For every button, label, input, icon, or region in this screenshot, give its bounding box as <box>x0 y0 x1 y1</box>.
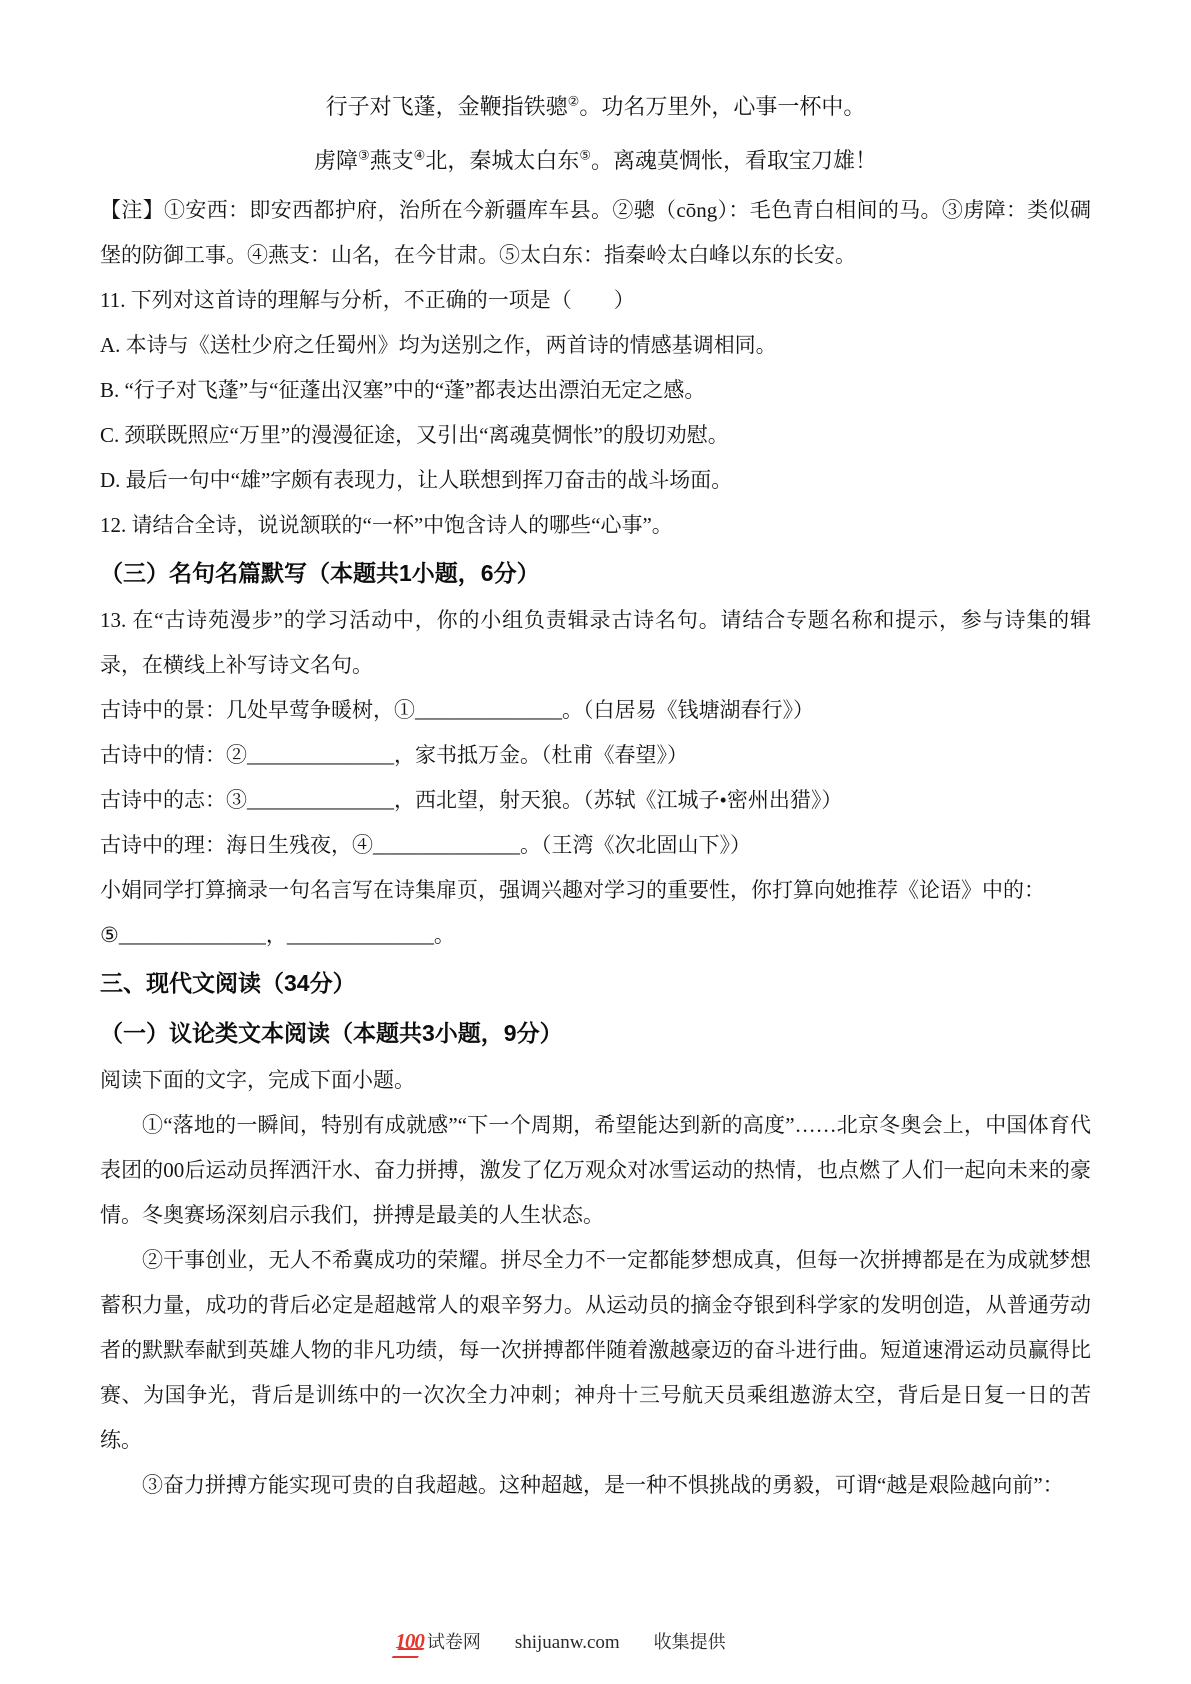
dictation-line-emotion: 古诗中的情：②______________，家书抵万金。（杜甫《春望》） <box>100 743 688 767</box>
poem-annotation: 【注】①安西：即安西都护府，治所在今新疆库车县。②骢（cōng）：毛色青白相间的马。③虏障：类似碉堡的防御工事。④燕支：山名，在今甘肃。⑤太白东：指秦岭太白峰以东的长安。 <box>100 198 1091 267</box>
dictation-line-scenery: 古诗中的景：几处早莺争暖树，①______________。（白居易《钱塘湖春行》） <box>100 698 814 722</box>
footer-site-name: 试卷网 <box>426 1632 481 1652</box>
poem-text: 北，秦城太白东 <box>425 148 580 173</box>
site-logo <box>395 1628 481 1658</box>
section-heading-modern-reading: 三、现代文阅读（34分） <box>100 970 356 996</box>
question-13-intro: 13. 在“古诗苑漫步”的学习活动中，你的小组负责辑录古诗名句。请结合专题名称和提示，参与诗集的辑录，在横线上补写诗文名句。 <box>100 608 1091 677</box>
passage-paragraph-3: ③奋力拼搏方能实现可贵的自我超越。这种超越，是一种不惧挑战的勇毅，可谓“越是艰险越向前”： <box>142 1473 1064 1497</box>
passage-paragraph-1: ①“落地的一瞬间，特别有成就感”“下一个周期，希望能达到新的高度”……北京冬奥会上，中国体育代表团的00后运动员挥洒汗水、奋力拼搏，激发了亿万观众对冰雪运动的热情，也点燃了人们一起向未来的豪情。冬奥赛场深刻启示我们，拼搏是最美的人生状态。 <box>100 1113 1091 1227</box>
poem-text: 。离魂莫惆怅，看取宝刀雄！ <box>591 148 878 173</box>
poem-line-1 <box>100 80 1091 134</box>
question-11-option-b: B. “行子对飞蓬”与“征蓬出汉塞”中的“蓬”都表达出漂泊无定之感。 <box>100 378 706 402</box>
poem-text: 行子对飞蓬，金鞭指铁骢 <box>325 94 568 119</box>
footer-note: 收集提供 <box>653 1632 726 1652</box>
passage-paragraph-2: ②干事创业，无人不希冀成功的荣耀。拼尽全力不一定都能梦想成真，但每一次拼搏都是在为成就梦想蓄积力量，成功的背后必定是超越常人的艰辛努力。从运动员的摘金夺银到科学家的发明创造，从普通劳动者的默默奉献到英雄人物的非凡功绩，每一次拼搏都伴随着激越豪迈的奋斗进行曲。短道速滑运动员赢得比赛、为国争光，背后是训练中的一次次全力冲刺；神舟十三号航天员乘组遨游太空，背后是日复一日的苦练。 <box>100 1248 1091 1452</box>
footnote-ref-5: ⑤ <box>579 147 591 163</box>
page-footer <box>0 1628 1121 1658</box>
question-12: 12. 请结合全诗，说说颔联的“一杯”中饱含诗人的哪些“心事”。 <box>100 513 673 537</box>
section-heading-argumentative: （一）议论类文本阅读（本题共3小题，9分） <box>100 1020 563 1046</box>
section-heading-dictation: （三）名句名篇默写（本题共1小题，6分） <box>100 560 540 586</box>
question-11-option-a: A. 本诗与《送杜少府之任蜀州》均为送别之作，两首诗的情感基调相同。 <box>100 333 777 357</box>
question-11: 11. 下列对这首诗的理解与分析，不正确的一项是（ ） <box>100 288 635 312</box>
poem-text: 燕支 <box>369 148 414 173</box>
poem-line-2 <box>100 134 1091 188</box>
dictation-line-philosophy: 古诗中的理：海日生残夜，④______________。（王湾《次北固山下》） <box>100 833 751 857</box>
dictation-line-analects-prompt: 小娟同学打算摘录一句名言写在诗集扉页，强调兴趣对学习的重要性，你打算向她推荐《论语》中的： <box>100 878 1045 902</box>
reading-instruction: 阅读下面的文字，完成下面小题。 <box>100 1068 415 1092</box>
footer-domain: shijuanw.com <box>514 1632 620 1653</box>
question-11-option-d: D. 最后一句中“雄”字颇有表现力，让人联想到挥刀奋击的战斗场面。 <box>100 468 733 492</box>
dictation-line-analects-blanks: ⑤______________，______________。 <box>100 923 455 947</box>
footnote-ref-2: ② <box>567 93 580 109</box>
logo-100-icon: 100 <box>395 1629 424 1658</box>
footnote-ref-4: ④ <box>413 147 426 163</box>
dictation-line-aspiration: 古诗中的志：③______________，西北望，射天狼。（苏轼《江城子•密州出猎》） <box>100 788 843 812</box>
question-11-option-c: C. 颈联既照应“万里”的漫漫征途，又引出“离魂莫惆怅”的殷切劝慰。 <box>100 423 729 447</box>
footnote-ref-3: ③ <box>358 147 370 163</box>
poem-text: 虏障 <box>313 148 358 173</box>
poem-text: 。功名万里外，心事一杯中。 <box>579 94 866 119</box>
